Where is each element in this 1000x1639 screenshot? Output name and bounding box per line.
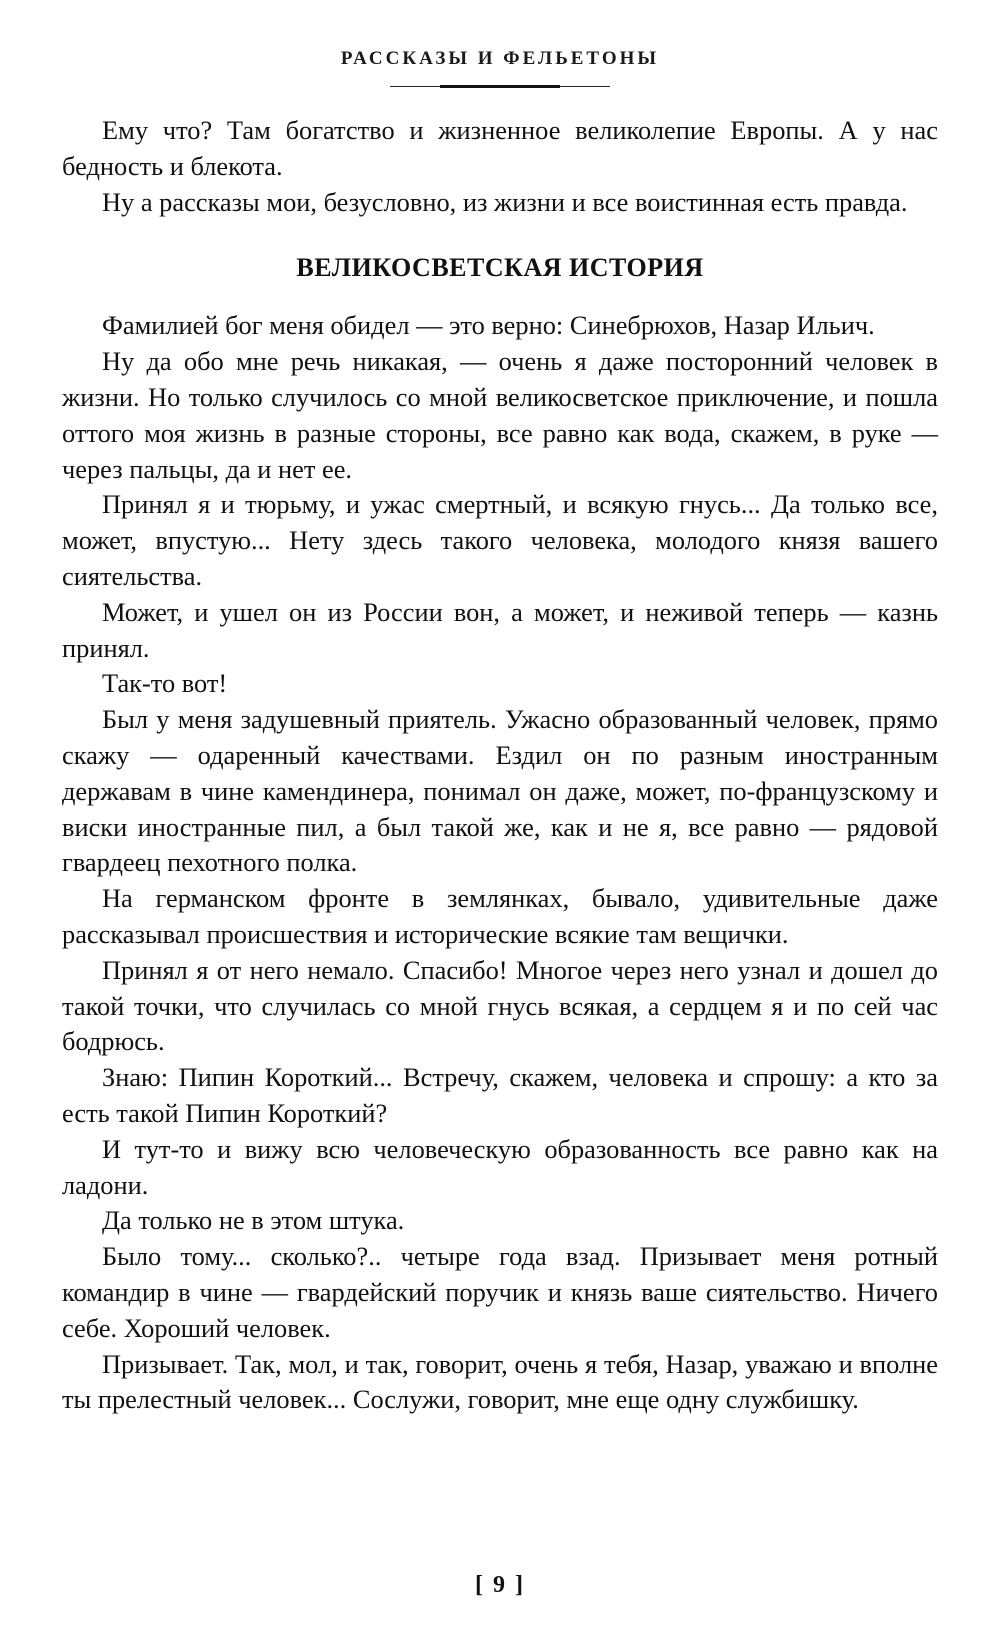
paragraph: Так-то вот! [102,668,228,699]
paragraph: Знаю: Пипин Короткий... Встречу, скажем, человека и спрошу: а кто за есть такой Пипин Короткий? [62,1062,938,1128]
paragraph: На германском фронте в землянках, бывало, удивительные даже рассказывал происшествия и исторические всякие там вещички. [62,883,938,949]
chapter-title: ВЕЛИКОСВЕТСКАЯ ИСТОРИЯ [296,253,704,283]
paragraph: Призывает. Так, мол, и так, говорит, очень я тебя, Назар, уважаю и вполне ты прелестный человек... Сослужи, говорит, мне еще одну службишку. [62,1348,938,1415]
running-header: РАССКАЗЫ И ФЕЛЬЕТОНЫ [340,48,660,69]
paragraph: Может, и ушел он из России вон, а может, и неживой теперь — казнь принял. [62,596,938,663]
paragraph: Был у меня задушевный приятель. Ужасно образованный человек, прямо скажу — одаренный качествами. Ездил он по разным иностранным державам в чине камендинера, понимал он даже, может, по-французскому и виски иностранные пил, а был такой же, как и не я, все равно — рядовой гвардеец пехотного полка. [62,704,938,878]
body-text [62,113,938,1418]
paragraph: Принял я и тюрьму, и ужас смертный, и всякую гнусь... Да только все, может, впустую... Нету здесь такого человека, молодого князя вашего сиятельства. [62,489,938,591]
paragraph: И тут-то и вижу всю человеческую образованность все равно как на ладони. [62,1133,938,1200]
paragraph: Да только не в этом штука. [102,1205,405,1236]
paragraph: Принял я от него немало. Спасибо! Многое через него узнал и дошел до такой точки, что случилась со мной гнусь всякая, а сердцем я и по сей час бодрюсь. [62,954,938,1057]
paragraph: Фамилией бог меня обидел — это верно: Синебрюхов, Назар Ильич. [102,310,875,341]
paragraph: Было тому... сколько?.. четыре года взад. Призывает меня ротный командир в чине — гвардейский поручик и князь ваше сиятельство. Ничего себе. Хороший человек. [62,1241,938,1343]
paragraph: Ему что? Там богатство и жизненное великолепие Европы. А у нас бедность и блекота. [62,115,938,181]
paragraph: Ну да обо мне речь никакая, — очень я даже посторонний человек в жизни. Но только случилось со мной великосветское приключение, и пошла оттого моя жизнь в разные стороны, все равно как вода, скажем, в руке — через пальцы, да и нет ее. [62,346,938,484]
header-rule-accent [440,85,560,88]
paragraph: Ну а рассказы мои, безусловно, из жизни и все воистинная есть правда. [102,186,908,217]
page-number: [ 9 ] [475,1572,525,1598]
